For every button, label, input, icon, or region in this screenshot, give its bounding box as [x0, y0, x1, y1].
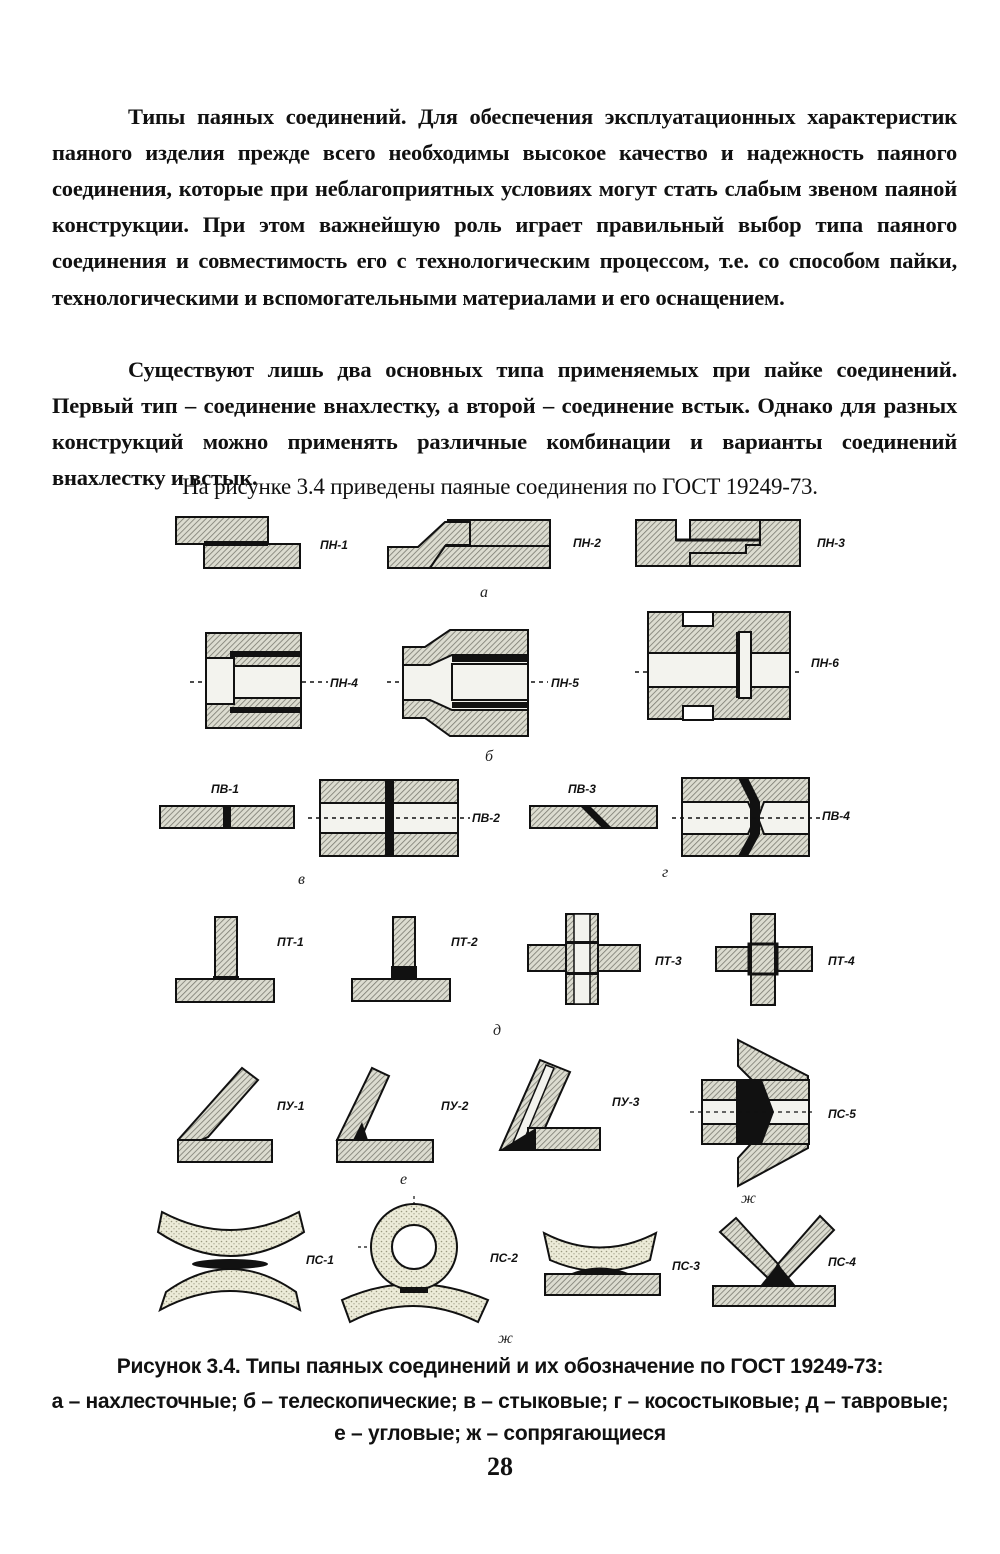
- joint-ps1: [158, 1212, 334, 1310]
- label-ps2: ПС-2: [490, 1251, 518, 1265]
- joint-pu3: [500, 1060, 640, 1150]
- joint-ps4: [713, 1216, 856, 1306]
- joint-pv2: [308, 780, 500, 856]
- label-pn3: ПН-3: [817, 536, 845, 550]
- paragraph-1-lead: Типы паяных соединений.: [128, 103, 407, 129]
- label-pv1: ПВ-1: [211, 782, 239, 796]
- joint-pv1: [160, 782, 294, 828]
- label-pt3: ПТ-3: [655, 954, 682, 968]
- joint-pt3: [528, 914, 682, 1004]
- joint-pu2: [337, 1068, 469, 1162]
- label-pu2: ПУ-2: [441, 1099, 469, 1113]
- group-letter-zh2: ж: [498, 1330, 513, 1347]
- joint-pv4: [672, 778, 850, 856]
- joint-pn5: [403, 630, 579, 736]
- group-letter-zh1: ж: [741, 1190, 756, 1207]
- joint-pt2: [352, 917, 478, 1001]
- joint-ps2: [342, 1196, 518, 1322]
- label-pn6: ПН-6: [811, 656, 839, 670]
- label-pn1: ПН-1: [320, 538, 348, 552]
- joint-pn4: [206, 633, 358, 728]
- joint-pn2: [388, 520, 601, 568]
- joint-pn3: [636, 520, 845, 566]
- joint-pt1: [176, 917, 304, 1002]
- label-pv4: ПВ-4: [822, 809, 850, 823]
- label-pn4: ПН-4: [330, 676, 358, 690]
- paragraph-1-body: Для обеспечения эксплуатационных характеристик паяного изделия прежде всего необходимы высокое качество и надежность паяного соединения, которые при неблагоприятных условиях могут стать слабым звеном паяной конструкции. При этом важнейшую роль играет правильный выбор типа паяного соединения и совместимость его с технологическим процессом, т.е. со способом пайки, технологическими и вспомогательными материалами и его оснащением.: [52, 103, 958, 310]
- joint-pn1: [176, 517, 348, 568]
- figure-caption-title: Рисунок 3.4. Типы паяных соединений и их обозначение по ГОСТ 19249-73:: [116, 1355, 884, 1378]
- label-ps5: ПС-5: [828, 1107, 856, 1121]
- joint-pt4: [716, 914, 855, 1005]
- group-letter-g: г: [662, 864, 669, 881]
- label-ps1: ПС-1: [306, 1253, 334, 1267]
- group-letter-b: б: [485, 748, 494, 765]
- label-ps4: ПС-4: [828, 1255, 856, 1269]
- group-letter-a: а: [480, 584, 488, 601]
- group-letter-v: в: [298, 871, 305, 888]
- label-pt2: ПТ-2: [451, 935, 478, 949]
- page-number: 28: [487, 1452, 513, 1481]
- joint-pn6: [648, 612, 839, 720]
- joint-ps5: [690, 1040, 856, 1186]
- joint-pv3: [530, 782, 657, 828]
- group-letter-e: е: [400, 1171, 408, 1188]
- label-pv3: ПВ-3: [568, 782, 596, 796]
- figure-intro: На рисунке 3.4 приведены паяные соединения по ГОСТ 19249-73.: [182, 474, 818, 499]
- label-pn2: ПН-2: [573, 536, 601, 550]
- joint-pu1: [178, 1068, 305, 1162]
- label-pt4: ПТ-4: [828, 954, 855, 968]
- group-letter-d: д: [493, 1022, 502, 1039]
- label-pu3: ПУ-3: [612, 1095, 640, 1109]
- paragraph-2: Существуют лишь два основных типа применяемых при пайке соединений. Первый тип – соединение внахлестку, а второй – соединение встык. Однако для разных конструкций можно применять различные комбинации и варианты соединений внахлестку и встык.: [52, 356, 957, 491]
- label-pv2: ПВ-2: [472, 811, 500, 825]
- label-ps3: ПС-3: [672, 1259, 700, 1273]
- label-pn5: ПН-5: [551, 676, 579, 690]
- label-pt1: ПТ-1: [277, 935, 304, 949]
- figure-caption-line-2: а – нахлесточные; б – телескопические; в – стыковые; г – косостыковые; д – тавровые;: [51, 1390, 949, 1413]
- label-pu1: ПУ-1: [277, 1099, 305, 1113]
- figure-caption-line-3: е – угловые; ж – сопрягающиеся: [334, 1422, 666, 1445]
- joint-ps3: [544, 1233, 700, 1295]
